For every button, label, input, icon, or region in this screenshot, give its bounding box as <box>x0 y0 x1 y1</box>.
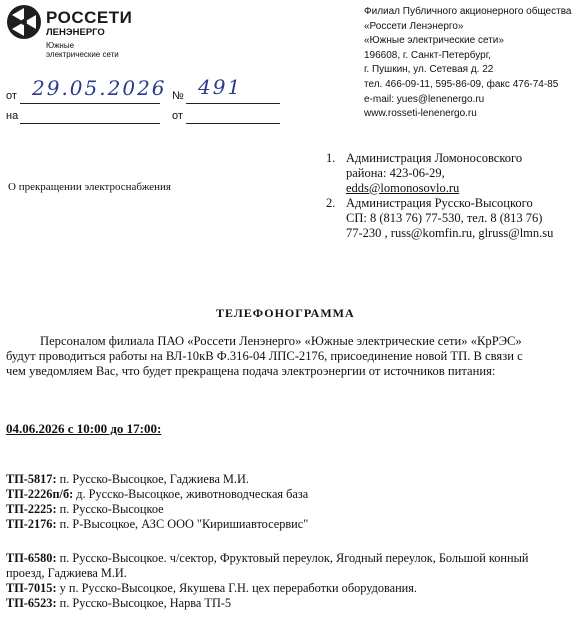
sender-phone: тел. 466-09-11, 595-86-09, факс 476-74-85 <box>364 78 559 90</box>
list-item <box>6 596 528 611</box>
date-label: от <box>6 90 17 102</box>
intro-line-3: чем уведомляем Вас, что будет прекращена подача электроэнергии от источников питания: <box>6 364 496 378</box>
list-item <box>6 472 308 487</box>
ref-underline <box>20 123 160 124</box>
substation-location: у п. Русско-Высоцкое, Якушева Г.Н. цех переработки оборудования. <box>56 581 417 595</box>
list-item <box>6 487 308 502</box>
ref-from-underline <box>186 123 280 124</box>
logo-branch-line1: Южные <box>46 41 75 50</box>
substation-location: д. Русско-Высоцкое, животноводческая база <box>73 487 309 501</box>
logo-brand-name: РОССЕТИ <box>46 8 133 27</box>
recipient-line: Администрация Русско-Высоцкого <box>346 196 533 210</box>
substation-location: п. Р-Высоцкое, АЗС ООО "Киришиавтосервис" <box>56 517 309 531</box>
handwritten-number: 491 <box>198 75 243 99</box>
intro-line-2: будут проводиться работы на ВЛ-10кВ Ф.316-04 ЛПС-2176, присоединение новой ТП. В связи с <box>6 349 523 363</box>
intro-line-1: Персоналом филиала ПАО «Россети Ленэнерго» «Южные электрические сети» «КрРЭС» <box>40 334 522 348</box>
outage-date-heading: 04.06.2026 с 10:00 до 17:00: <box>6 421 162 436</box>
outage-list-group-1 <box>6 472 308 532</box>
substation-code: ТП-7015: <box>6 581 57 595</box>
number-underline <box>186 103 280 104</box>
ref-label: на <box>6 110 19 122</box>
document-title: ТЕЛЕФОНОГРАММА <box>216 306 355 320</box>
sender-line: «Южные электрические сети» <box>364 35 504 47</box>
list-item <box>6 517 308 532</box>
number-label: № <box>172 90 184 102</box>
company-logo <box>6 4 156 64</box>
outage-list-group-2 <box>6 551 528 611</box>
list-item <box>6 581 528 596</box>
substation-location: п. Русско-Высоцкое, Нарва ТП-5 <box>56 596 232 610</box>
substation-code: ТП-2176: <box>6 517 57 531</box>
ref-from-label: от <box>172 110 183 122</box>
recipient-number: 2. <box>326 196 336 210</box>
sender-block <box>364 5 571 122</box>
substation-location: п. Русско-Высоцкое, Гаджиева М.И. <box>56 472 249 486</box>
recipient-line: района: 423-06-29, <box>346 165 445 180</box>
substation-code: ТП-6523: <box>6 596 57 610</box>
substation-code: ТП-6580: <box>6 551 57 565</box>
substation-location: п. Русско-Высоцкое. ч/сектор, Фруктовый переулок, Ягодный переулок, Большой конный <box>56 551 529 565</box>
substation-location: проезд, Гаджиева М.И. <box>6 566 127 580</box>
substation-location: п. Русско-Высоцкое <box>56 502 164 516</box>
sender-line: г. Пушкин, ул. Сетевая д. 22 <box>364 64 494 76</box>
rosseti-logo-icon <box>6 4 42 40</box>
substation-code: ТП-2225: <box>6 502 57 516</box>
recipient-2 <box>326 196 553 240</box>
list-item <box>6 551 528 566</box>
list-item <box>6 502 308 517</box>
sender-line: Филиал Публичного акционерного общества <box>364 6 572 17</box>
logo-subsidiary: ЛЕНЭНЕРГО <box>46 27 105 38</box>
sender-email: e-mail: yues@lenenergo.ru <box>364 93 485 105</box>
substation-code: ТП-5817: <box>6 472 57 486</box>
list-item <box>6 566 528 581</box>
substation-code: ТП-2226п/б: <box>6 487 74 501</box>
recipient-number: 1. <box>326 151 336 165</box>
date-underline <box>20 103 160 104</box>
recipient-1 <box>326 151 522 195</box>
recipient-line: СП: 8 (813 76) 77-530, тел. 8 (813 76) <box>346 210 543 225</box>
sender-line: 196608, г. Санкт-Петербург, <box>364 49 491 61</box>
recipient-email: edds@lomonosovlo.ru <box>346 180 460 195</box>
subject-line: О прекращении электроснабжения <box>8 181 171 193</box>
handwritten-date: 29.05.2026 <box>32 76 167 100</box>
sender-line: «Россети Ленэнерго» <box>364 20 464 32</box>
recipient-line: 77-230 , russ@komfin.ru, glruss@lmn.su <box>346 225 554 240</box>
recipient-line: Администрация Ломоносовского <box>346 151 523 165</box>
logo-branch-line2: электрические сети <box>46 50 119 59</box>
sender-website: www.rosseti-lenenergo.ru <box>364 108 477 120</box>
